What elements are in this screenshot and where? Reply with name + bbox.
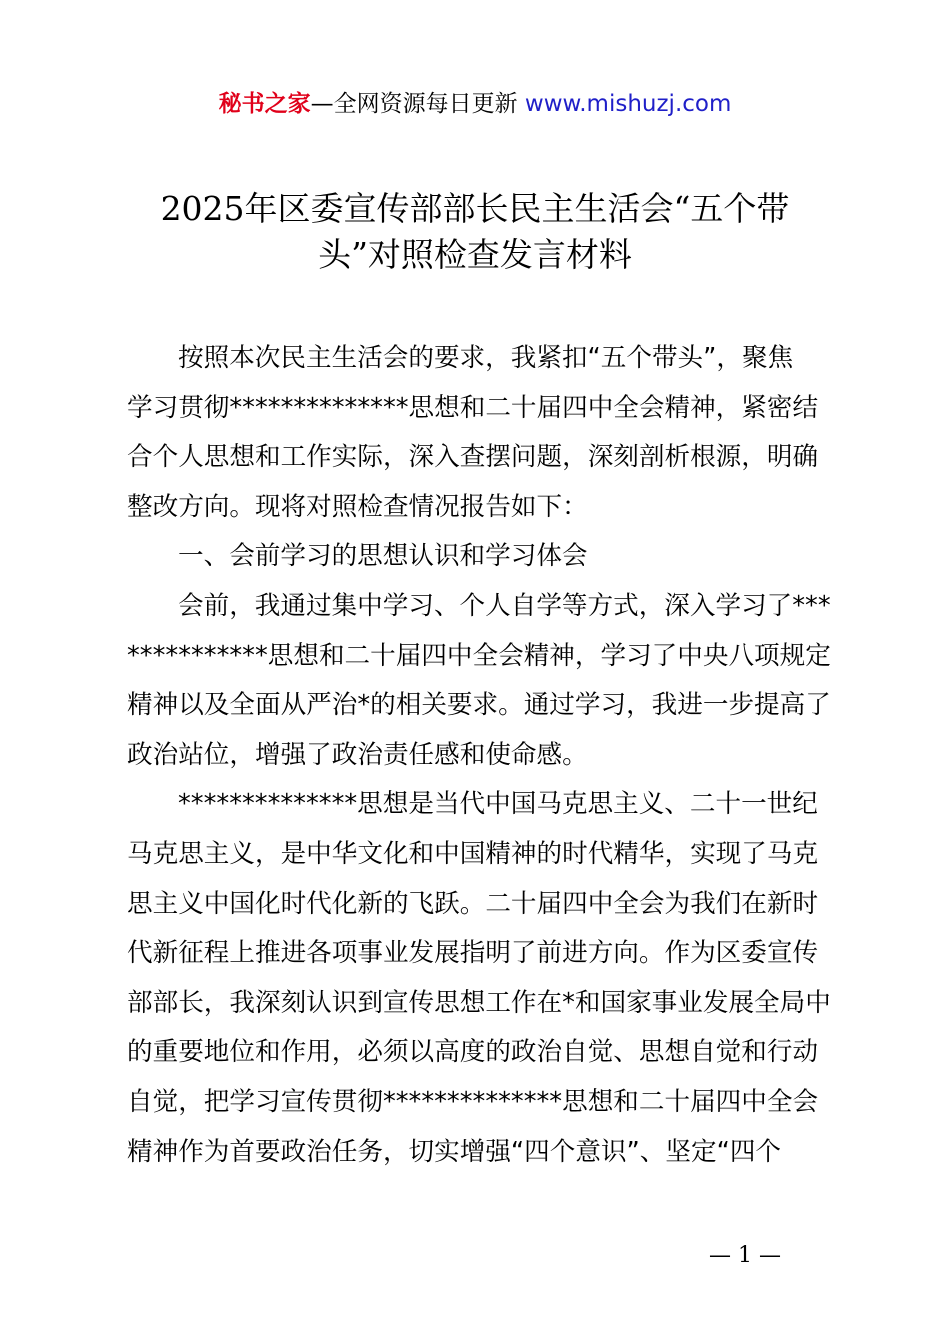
paragraph-line: 学习贯彻**************思想和二十届四中全会精神，紧密结 <box>127 392 819 423</box>
title-line-2: 头”对照检查发言材料 <box>318 235 632 274</box>
paragraph-line: 政治站位，增强了政治责任感和使命感。 <box>127 739 588 770</box>
paragraph-line: 会前，我通过集中学习、个人自学等方式，深入学习了*** <box>178 590 831 621</box>
paragraph-line: 自觉，把学习宣传贯彻**************思想和二十届四中全会 <box>127 1086 819 1117</box>
paragraph-line: 按照本次民主生活会的要求，我紧扣“五个带头”，聚焦 <box>178 343 794 373</box>
paragraph-line: **************思想是当代中国马克思主义、二十一世纪 <box>178 789 818 820</box>
paragraph-line: 整改方向。现将对照检查情况报告如下： <box>127 491 588 522</box>
document-body <box>127 334 833 1177</box>
site-url-link[interactable]: www.mishuzj.com <box>524 91 732 117</box>
section-heading: 一、会前学习的思想认识和学习体会 <box>178 541 588 572</box>
paragraph-line: 精神作为首要政治任务，切实增强“四个意识”、坚定“四个 <box>127 1136 782 1167</box>
paragraph-line: 代新征程上推进各项事业发展指明了前进方向。作为区委宣传 <box>127 938 819 969</box>
paragraph-line: 部部长，我深刻认识到宣传思想工作在*和国家事业发展全局中 <box>127 987 831 1018</box>
page-number: — 1 — <box>709 1243 781 1268</box>
paragraph-line: ***********思想和二十届四中全会精神，学习了中央八项规定 <box>127 640 831 671</box>
site-header <box>0 88 950 120</box>
title-line-1: 2025年区委宣传部部长民主生活会“五个带 <box>160 189 790 228</box>
paragraph-line: 合个人思想和工作实际，深入查摆问题，深刻剖析根源，明确 <box>127 442 819 473</box>
brand-name: 秘书之家 <box>218 91 311 117</box>
paragraph-line: 马克思主义，是中华文化和中国精神的时代精华，实现了马克 <box>127 838 819 869</box>
paragraph-line: 思主义中国化时代化新的飞跃。二十届四中全会为我们在新时 <box>127 888 819 919</box>
paragraph-line: 的重要地位和作用，必须以高度的政治自觉、思想自觉和行动 <box>127 1037 819 1068</box>
header-tagline: —全网资源每日更新 <box>310 91 525 117</box>
document-title <box>110 186 840 278</box>
paragraph-line: 精神以及全面从严治*的相关要求。通过学习，我进一步提高了 <box>127 690 831 721</box>
